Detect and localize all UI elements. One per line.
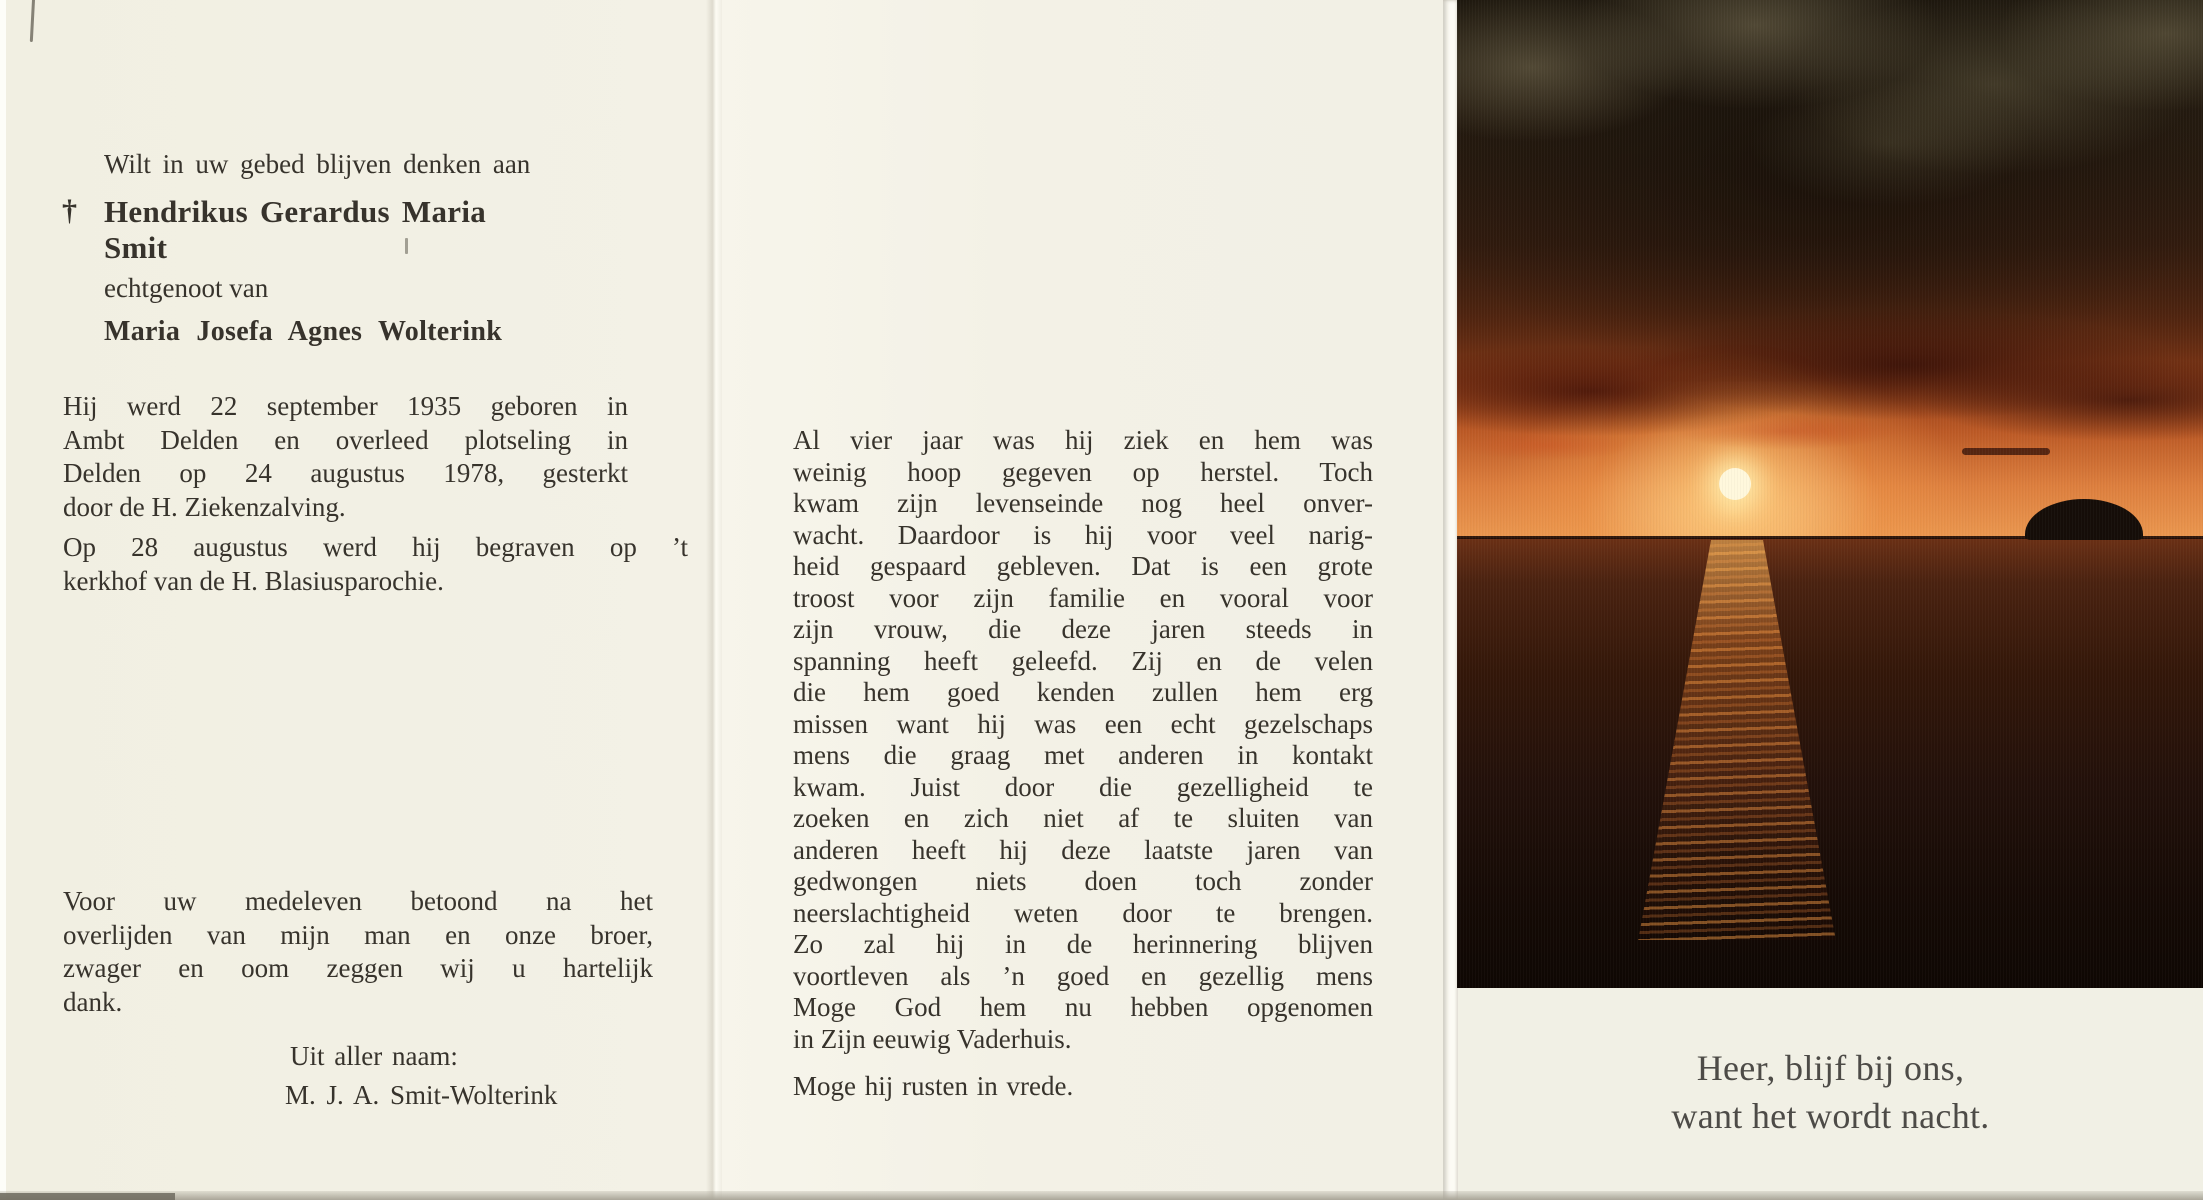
signoff-label: Uit aller naam:: [290, 1041, 458, 1071]
text-line: dank.: [63, 986, 123, 1017]
text-line: troost voor zijn familie en vooral voor: [793, 582, 1373, 613]
deceased-name: [104, 194, 504, 266]
text-line: zwager en oom zeggen wij u hartelijk: [63, 953, 653, 983]
fold-crease: [706, 0, 722, 1200]
deceased-name-line2: Smit: [104, 230, 168, 265]
photo-print-grain: [1457, 0, 2203, 988]
text-line: zoeken en zich niet af te sluiten van: [793, 803, 1373, 833]
thanks-paragraph: [63, 885, 653, 1019]
text-line: heid gespaard gebleven. Dat is een grote: [793, 551, 1373, 581]
signoff-name: M. J. A. Smit-Wolterink: [285, 1080, 558, 1110]
text-line: die hem goed kenden zullen hem erg: [793, 677, 1373, 707]
text-line: gedwongen niets doen toch zonder: [793, 866, 1373, 896]
text-line: door de H. Ziekenzalving.: [63, 491, 346, 522]
photo-caption: [1458, 1044, 2203, 1140]
text-line: anderen heeft hij deze laatste jaren van: [793, 834, 1373, 865]
text-line: mens die graag met anderen in kontakt: [793, 740, 1373, 770]
spouse-label: echtgenoot van: [104, 273, 269, 303]
sunset-photo: [1457, 0, 2203, 988]
text-line: wacht. Daardoor is hij voor veel narig-: [793, 519, 1373, 550]
closing-line: Moge hij rusten in vrede.: [793, 1071, 1074, 1101]
scan-bottom-edge-dark: [0, 1193, 175, 1200]
caption-line2: want het wordt nacht.: [1671, 1096, 1990, 1136]
text-line: in Zijn eeuwig Vaderhuis.: [793, 1023, 1072, 1054]
spouse-name: Maria Josefa Agnes Wolterink: [104, 316, 503, 347]
text-line: Delden op 24 augustus 1978, gesterkt: [63, 458, 628, 488]
text-line: weinig hoop gegeven op herstel. Toch: [793, 456, 1373, 487]
text-line: overlijden van mijn man en onze broer,: [63, 919, 653, 950]
text-line: Al vier jaar was hij ziek en hem was: [793, 425, 1373, 455]
cross-symbol: †: [62, 194, 77, 227]
card-edge-gap: [1443, 0, 1458, 1200]
text-line: zijn vrouw, die deze jaren steeds in: [793, 614, 1373, 644]
text-line: neerslachtigheid weten door te brengen.: [793, 897, 1373, 928]
scan-bottom-edge: [0, 1191, 2203, 1200]
text-line: Zo zal hij in de herinnering blijven: [793, 929, 1373, 959]
text-line: spanning heeft geleefd. Zij en de velen: [793, 645, 1373, 676]
text-line: kerkhof van de H. Blasiusparochie.: [63, 565, 444, 596]
text-line: Hij werd 22 september 1935 geboren in: [63, 391, 628, 421]
text-line: Op 28 augustus werd hij begraven op ’t: [63, 532, 688, 562]
text-line: kwam zijn levenseinde nog heel onver-: [793, 488, 1373, 518]
birth-death-paragraph: [63, 390, 628, 524]
scan-left-edge: [0, 0, 6, 1200]
intro-line: Wilt in uw gebed blijven denken aan: [104, 149, 531, 179]
deceased-name-line1: Hendrikus Gerardus Maria: [104, 194, 487, 229]
caption-line1: Heer, blijf bij ons,: [1696, 1048, 1965, 1088]
text-line: Voor uw medeleven betoond na het: [63, 886, 653, 916]
memorial-text-paragraph: [793, 425, 1373, 1055]
burial-paragraph: [63, 531, 688, 598]
text-line: Ambt Delden en overleed plotseling in: [63, 424, 628, 455]
text-line: voortleven als ’n goed en gezellig mens: [793, 960, 1373, 991]
text-line: kwam. Juist door die gezelligheid te: [793, 771, 1373, 802]
text-line: Moge God hem nu hebben opgenomen: [793, 992, 1373, 1022]
text-line: missen want hij was een echt gezelschaps: [793, 708, 1373, 739]
